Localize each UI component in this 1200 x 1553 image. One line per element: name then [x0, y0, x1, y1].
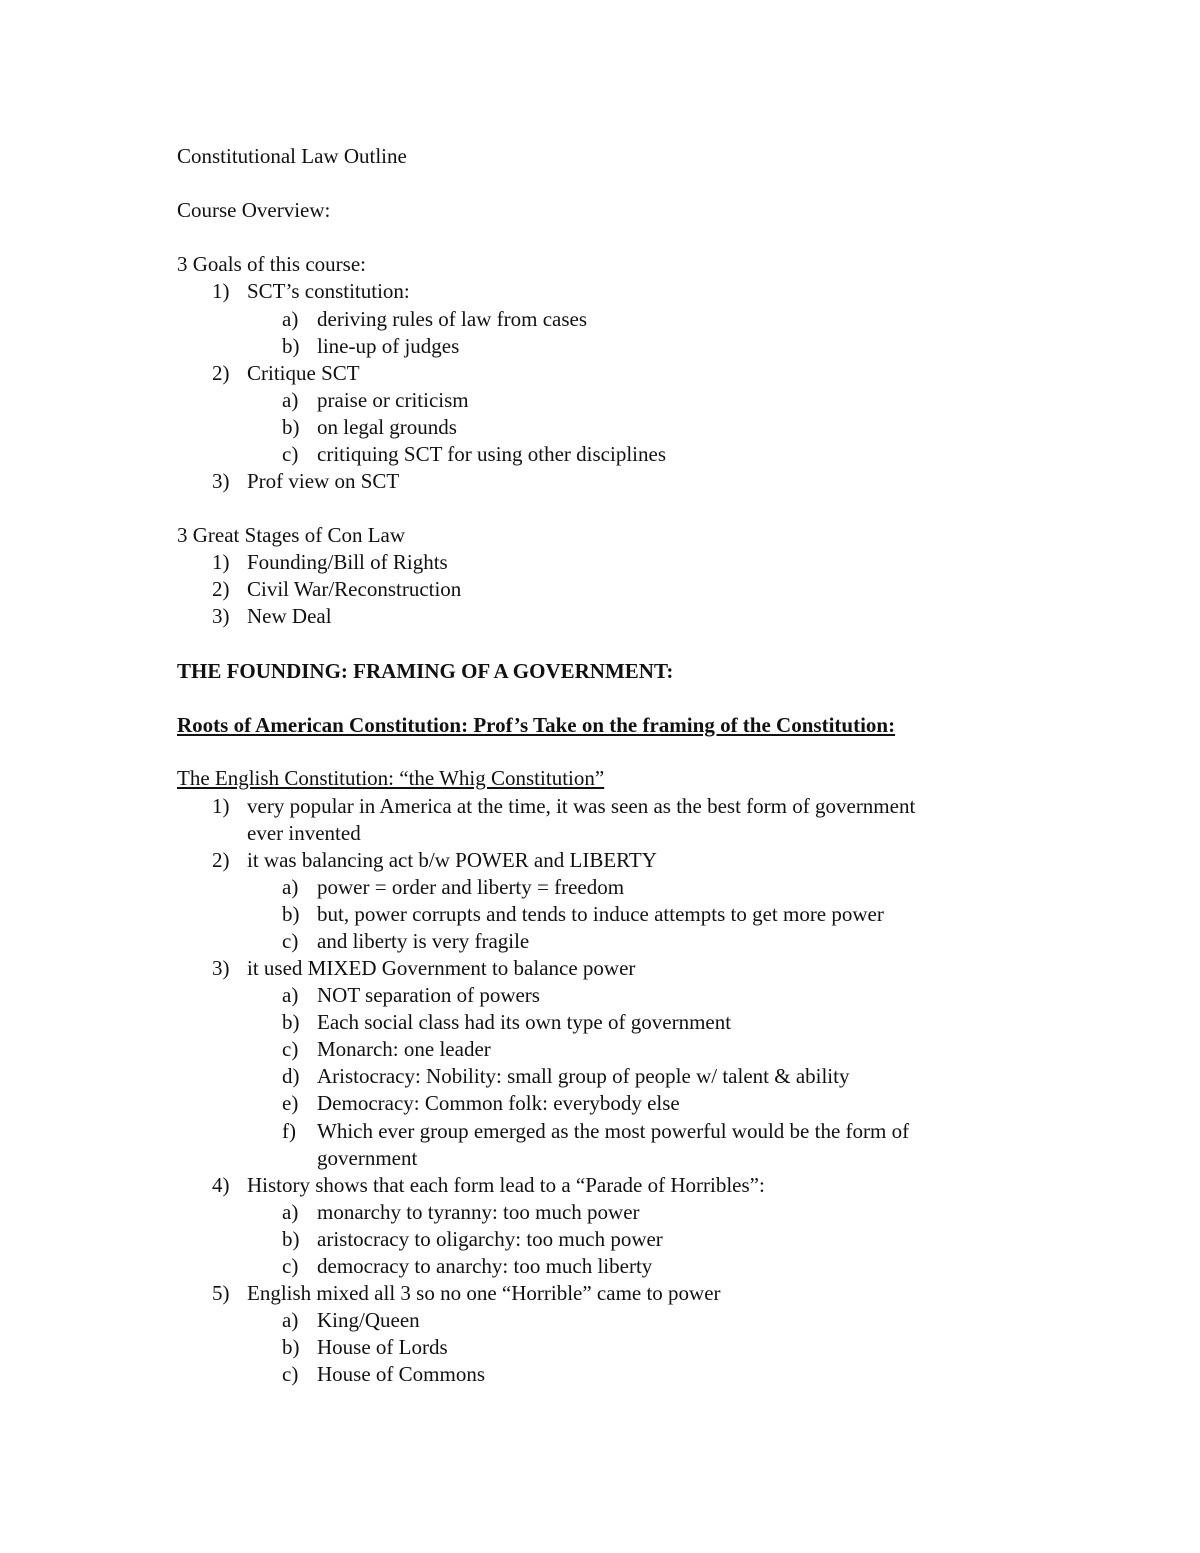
list-item-text: ever invented: [247, 821, 361, 845]
list-marker: 4): [212, 1173, 230, 1197]
list-item-text: it used MIXED Government to balance power: [247, 956, 636, 980]
list-marker: b): [282, 415, 300, 439]
list-item-text: House of Lords: [317, 1335, 448, 1359]
list-item-text: line-up of judges: [317, 334, 460, 358]
list-item-text: New Deal: [247, 604, 332, 628]
list-item-text: Democracy: Common folk: everybody else: [317, 1091, 680, 1115]
list-item-text: NOT separation of powers: [317, 983, 540, 1007]
list-item-text: government: [317, 1146, 418, 1170]
list-marker: a): [282, 875, 299, 899]
list-item-text: Critique SCT: [247, 361, 360, 385]
list-item-text: Aristocracy: Nobility: small group of people w/ talent & ability: [317, 1064, 850, 1088]
stages-heading: 3 Great Stages of Con Law: [177, 523, 406, 547]
list-marker: a): [282, 1200, 299, 1224]
course-overview-heading: Course Overview:: [177, 198, 331, 222]
list-item-text: democracy to anarchy: too much liberty: [317, 1254, 653, 1278]
goals-heading: 3 Goals of this course:: [177, 252, 366, 276]
list-item-text: critiquing SCT for using other disciplines: [317, 442, 667, 466]
roots-heading: Roots of American Constitution: Prof’s Take on the framing of the Constitution:: [177, 713, 896, 737]
list-marker: 1): [212, 794, 230, 818]
list-marker: b): [282, 1010, 300, 1034]
english-constitution-heading: The English Constitution: “the Whig Constitution”: [177, 766, 605, 790]
list-item-text: praise or criticism: [317, 388, 469, 412]
list-marker: a): [282, 388, 299, 412]
list-item-text: deriving rules of law from cases: [317, 307, 587, 331]
list-marker: 2): [212, 577, 230, 601]
list-item-text: Prof view on SCT: [247, 469, 400, 493]
list-item-text: power = order and liberty = freedom: [317, 875, 625, 899]
list-marker: a): [282, 983, 299, 1007]
list-item-text: Founding/Bill of Rights: [247, 550, 448, 574]
list-item-text: House of Commons: [317, 1362, 485, 1386]
list-marker: b): [282, 1227, 300, 1251]
list-marker: 5): [212, 1281, 230, 1305]
list-item-text: but, power corrupts and tends to induce attempts to get more power: [317, 902, 884, 926]
founding-heading: THE FOUNDING: FRAMING OF A GOVERNMENT:: [177, 659, 674, 683]
list-marker: 2): [212, 361, 230, 385]
list-item-text: it was balancing act b/w POWER and LIBERTY: [247, 848, 657, 872]
list-item-text: aristocracy to oligarchy: too much power: [317, 1227, 663, 1251]
list-item-text: English mixed all 3 so no one “Horrible” came to power: [247, 1281, 721, 1305]
list-item-text: History shows that each form lead to a “Parade of Horribles”:: [247, 1173, 765, 1197]
list-marker: c): [282, 1037, 299, 1061]
list-marker: 1): [212, 279, 230, 303]
list-marker: a): [282, 1308, 299, 1332]
list-marker: c): [282, 442, 299, 466]
list-item-text: and liberty is very fragile: [317, 929, 530, 953]
list-marker: d): [282, 1064, 300, 1088]
list-item-text: very popular in America at the time, it was seen as the best form of government: [247, 794, 916, 818]
list-item-text: monarchy to tyranny: too much power: [317, 1200, 640, 1224]
list-item-text: Civil War/Reconstruction: [247, 577, 462, 601]
list-marker: a): [282, 307, 299, 331]
list-marker: c): [282, 1362, 299, 1386]
list-marker: 1): [212, 550, 230, 574]
list-item-text: SCT’s constitution:: [247, 279, 410, 303]
document-title: Constitutional Law Outline: [177, 144, 407, 168]
list-marker: b): [282, 902, 300, 926]
list-item-text: Which ever group emerged as the most powerful would be the form of: [317, 1119, 910, 1143]
list-marker: f): [282, 1119, 296, 1143]
list-marker: e): [282, 1091, 299, 1115]
list-item-text: on legal grounds: [317, 415, 457, 439]
list-marker: 3): [212, 469, 230, 493]
list-item-text: King/Queen: [317, 1308, 420, 1332]
list-marker: c): [282, 929, 299, 953]
list-item-text: Monarch: one leader: [317, 1037, 491, 1061]
list-marker: b): [282, 1335, 300, 1359]
list-item-text: Each social class had its own type of government: [317, 1010, 732, 1034]
list-marker: 3): [212, 604, 230, 628]
list-marker: c): [282, 1254, 299, 1278]
list-marker: 3): [212, 956, 230, 980]
list-marker: b): [282, 334, 300, 358]
list-marker: 2): [212, 848, 230, 872]
